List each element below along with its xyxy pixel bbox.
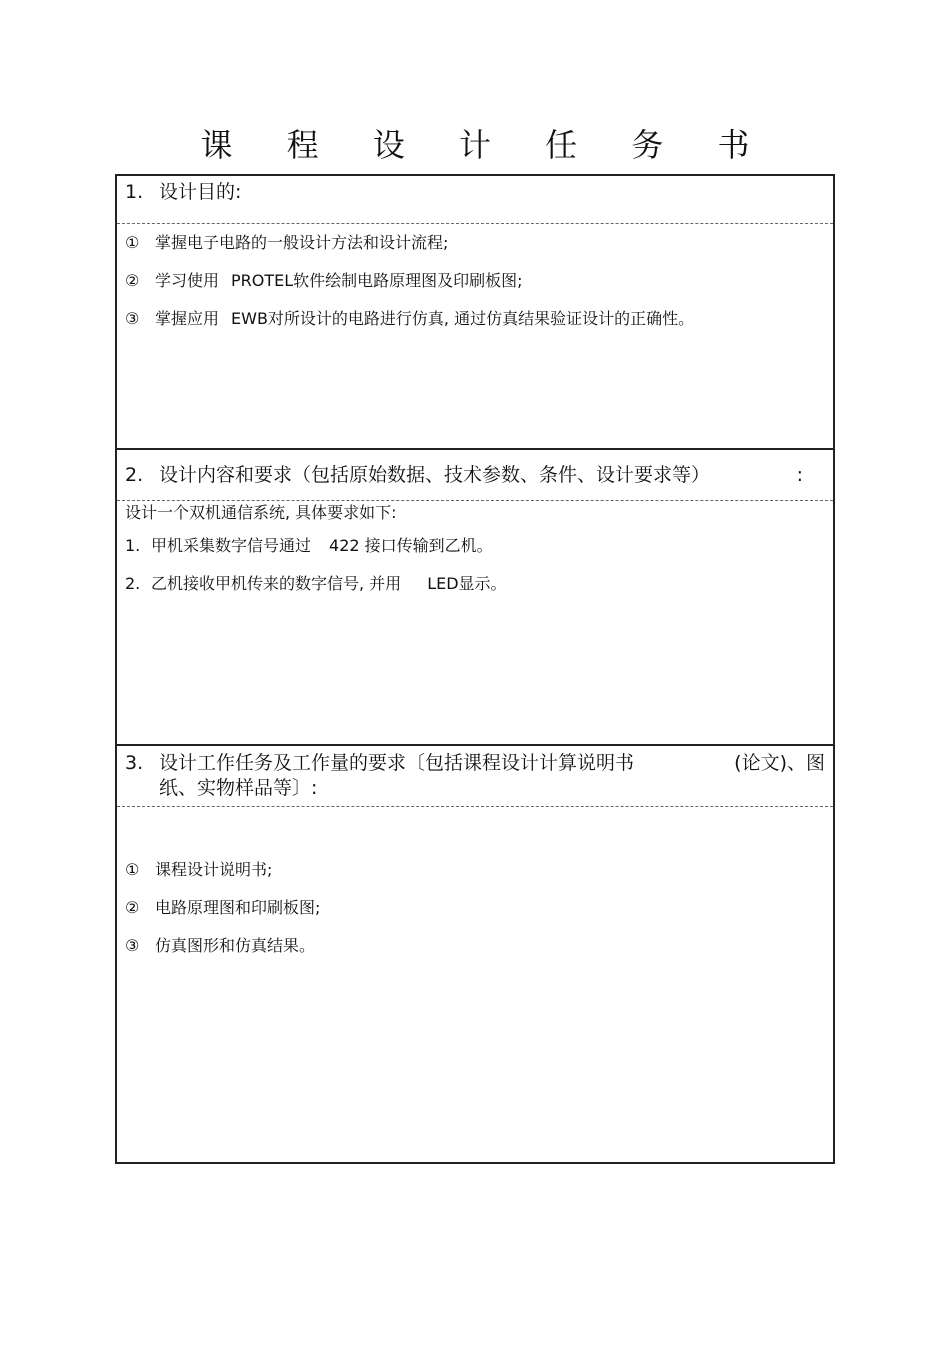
item-software-name: PROTEL bbox=[231, 271, 294, 290]
section-body bbox=[117, 501, 833, 603]
item-marker: ① bbox=[125, 233, 140, 252]
item-text: 电路原理图和印刷板图; bbox=[155, 898, 321, 917]
section-number: 1. bbox=[125, 181, 144, 203]
item-marker: 1. bbox=[125, 536, 141, 555]
section-heading-wrap bbox=[159, 751, 825, 801]
item-marker: ② bbox=[125, 271, 140, 290]
list-item bbox=[125, 224, 825, 262]
list-item bbox=[125, 565, 825, 603]
list-item bbox=[125, 300, 825, 338]
section-number: 2. bbox=[125, 464, 144, 486]
section-header bbox=[117, 176, 833, 224]
item-marker: ③ bbox=[125, 936, 140, 955]
item-marker: ③ bbox=[125, 309, 140, 328]
item-text: 软件绘制电路原理图及印刷板图; bbox=[293, 271, 523, 290]
section-heading-line1: 设计工作任务及工作量的要求〔包括课程设计计算说明书 bbox=[159, 752, 635, 774]
section-header bbox=[117, 746, 833, 807]
item-text: 课程设计说明书; bbox=[155, 860, 273, 879]
section-heading: 设计目的: bbox=[159, 181, 242, 203]
item-text: 仿真图形和仿真结果。 bbox=[155, 936, 316, 955]
section-heading-line2: 纸、实物样品等〕: bbox=[159, 777, 318, 799]
item-marker: ② bbox=[125, 898, 140, 917]
section-intro bbox=[125, 501, 825, 527]
section-design-content bbox=[117, 450, 833, 746]
section-body bbox=[117, 224, 833, 338]
item-marker: ① bbox=[125, 860, 140, 879]
item-text: 学习使用 bbox=[155, 271, 220, 290]
section-heading: 设计内容和要求（包括原始数据、技术参数、条件、设计要求等） bbox=[159, 464, 711, 486]
list-item bbox=[125, 851, 825, 889]
list-item bbox=[125, 262, 825, 300]
section-heading-wrap bbox=[159, 463, 825, 488]
section-heading-colon: : bbox=[796, 464, 803, 486]
intro-text: 设计一个双机通信系统, 具体要求如下: bbox=[125, 503, 397, 522]
item-text: 掌握电子电路的一般设计方法和设计流程; bbox=[155, 233, 449, 252]
item-software-name: EWB bbox=[231, 309, 268, 328]
section-design-purpose bbox=[117, 176, 833, 450]
item-text: 掌握应用 bbox=[155, 309, 220, 328]
section-header bbox=[117, 450, 833, 501]
task-form-table bbox=[115, 174, 835, 1164]
list-item bbox=[125, 527, 825, 565]
item-text: 422 接口传输到乙机。 bbox=[329, 536, 493, 555]
list-item bbox=[125, 927, 825, 965]
section-workload bbox=[117, 746, 833, 1162]
item-text: 乙机接收甲机传来的数字信号, 并用 bbox=[151, 574, 402, 593]
section-number: 3. bbox=[125, 752, 144, 774]
document-title: 课 程 设 计 任 务 书 bbox=[200, 126, 772, 164]
section-heading-line1-tail: (论文)、图 bbox=[734, 752, 825, 774]
item-text: LED显示。 bbox=[427, 574, 507, 593]
item-marker: 2. bbox=[125, 574, 141, 593]
item-text: 甲机采集数字信号通过 bbox=[151, 536, 312, 555]
list-item bbox=[125, 889, 825, 927]
section-body bbox=[117, 807, 833, 965]
item-text: 对所设计的电路进行仿真, 通过仿真结果验证设计的正确性。 bbox=[267, 309, 695, 328]
